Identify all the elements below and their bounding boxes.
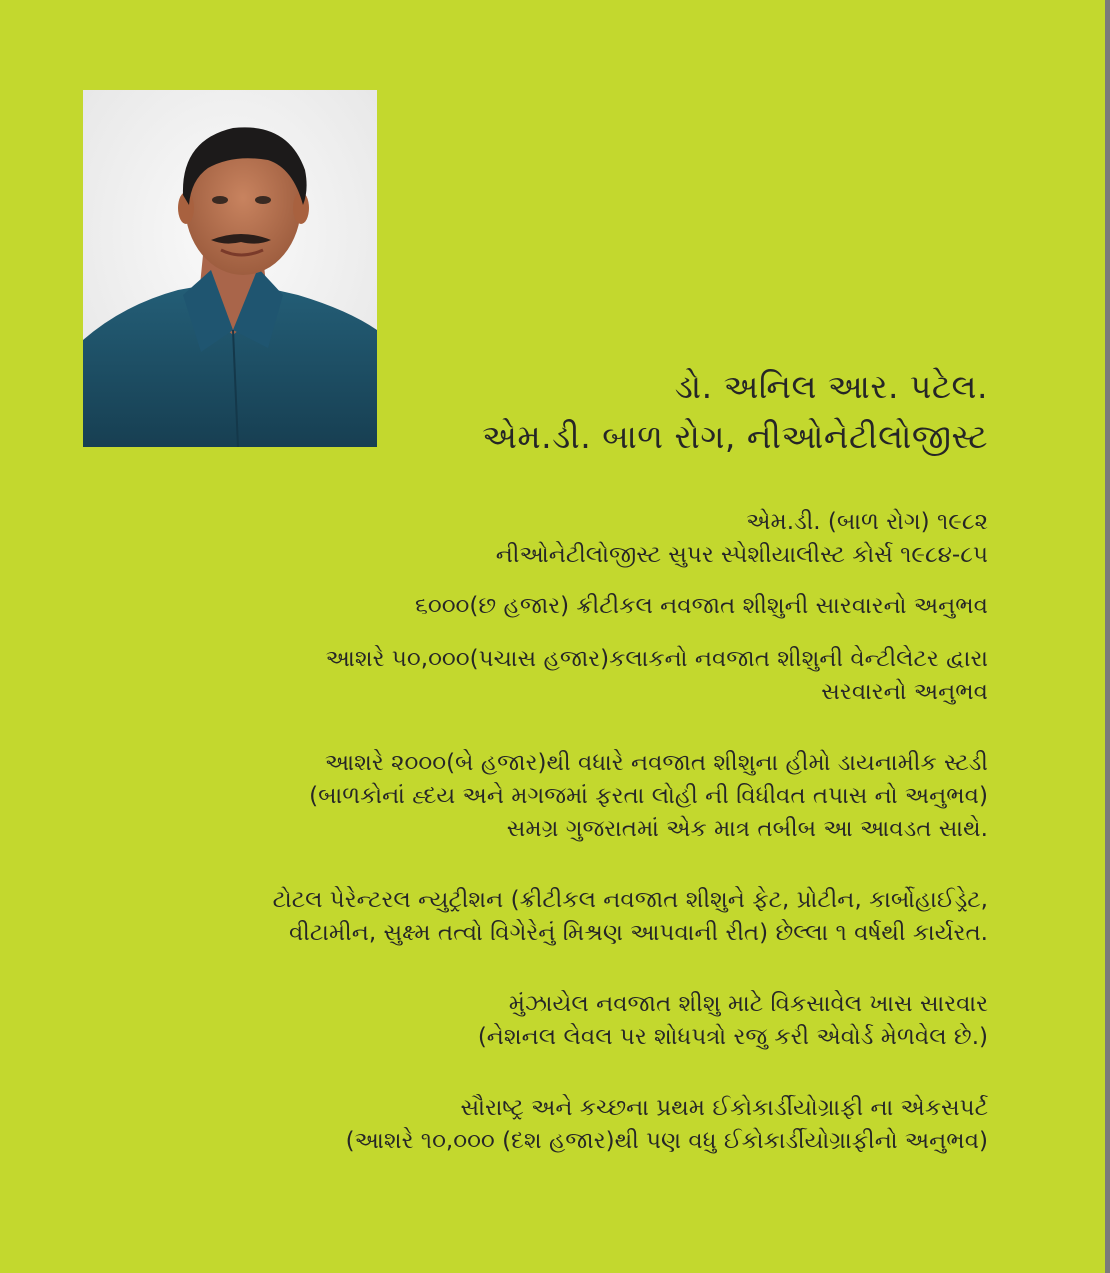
credential-line: વીટામીન, સુક્ષ્મ તત્વો વિગેરેનું મિશ્રણ આપવાની રીત) છેલ્લા ૧ વર્ષથી કાર્યરત.: [288, 920, 988, 946]
doctor-qualification: એમ.ડી. બાળ રોગ, નીઓનેટીલોજીસ્ટ: [482, 417, 988, 456]
credential-line: નીઓનેટીલોજીસ્ટ સુપર સ્પેશીયાલીસ્ટ કોર્સ ૧૯૮૪-૮૫: [495, 542, 988, 568]
credential-line: મુંઝાયેલ નવજાત શીશુ માટે વિકસાવેલ ખાસ સારવાર: [508, 991, 988, 1017]
doctor-portrait-photo: [83, 90, 377, 447]
portrait-illustration: [83, 90, 377, 447]
credential-line: સૌરાષ્ટ્ર અને કચ્છના પ્રથમ ઈકોકાર્ડીયોગ્રાફી ના એકસપર્ટ: [460, 1095, 988, 1121]
credential-line: એમ.ડી. (બાળ રોગ) ૧૯૮૨: [746, 509, 988, 535]
credential-hemodynamic: [108, 747, 988, 846]
credential-line: (બાળકોનાં હ્દય અને મગજમાં ફરતા લોહી ની વિધીવત તપાસ નો અનુભવ): [309, 783, 988, 809]
credential-parenteral-nutrition: [108, 884, 988, 950]
credential-line: આશરે ૫૦,૦૦૦(પચાસ હજાર)કલાકનો નવજાત શીશુની વેન્ટીલેટર દ્વારા: [325, 646, 988, 672]
right-edge-strip: [1105, 0, 1110, 1273]
credential-line: આશરે ૨૦૦૦(બે હજાર)થી વધારે નવજાત શીશુના હીમો ડાયનામીક સ્ટડી: [324, 750, 988, 776]
credential-line: ૬૦૦૦(છ હજાર) ક્રીટીકલ નવજાત શીશુની સારવારનો અનુભવ: [414, 593, 988, 619]
credential-line: સરવારનો અનુભવ: [821, 679, 988, 705]
credential-line: (નેશનલ લેવલ પર શોધપત્રો રજુ કરી એવોર્ડ મેળવેલ છે.): [477, 1024, 988, 1050]
doctor-header: [482, 362, 988, 462]
credentials-list: [108, 506, 988, 1158]
credential-special-treatment: [108, 988, 988, 1054]
credential-education: [108, 506, 988, 572]
doctor-name: ડો. અનિલ આર. પટેલ.: [674, 367, 988, 406]
credential-line: ટોટલ પેરેન્ટરલ ન્યુટ્રીશન (ક્રીટીકલ નવજાત શીશુને ફેટ, પ્રોટીન, કાર્બોહાઈડ્રેટ,: [272, 887, 988, 913]
credential-line: (આશરે ૧૦,૦૦૦ (દશ હજાર)થી પણ વધુ ઈકોકાર્ડીયોગ્રાફીનો અનુભવ): [345, 1128, 988, 1154]
credential-critical-care: [108, 590, 988, 623]
credential-line: સમગ્ર ગુજરાતમાં એક માત્ર તબીબ આ આવડત સાથે.: [506, 816, 988, 842]
credential-echocardiography: [108, 1092, 988, 1158]
credential-ventilator: [108, 643, 988, 709]
